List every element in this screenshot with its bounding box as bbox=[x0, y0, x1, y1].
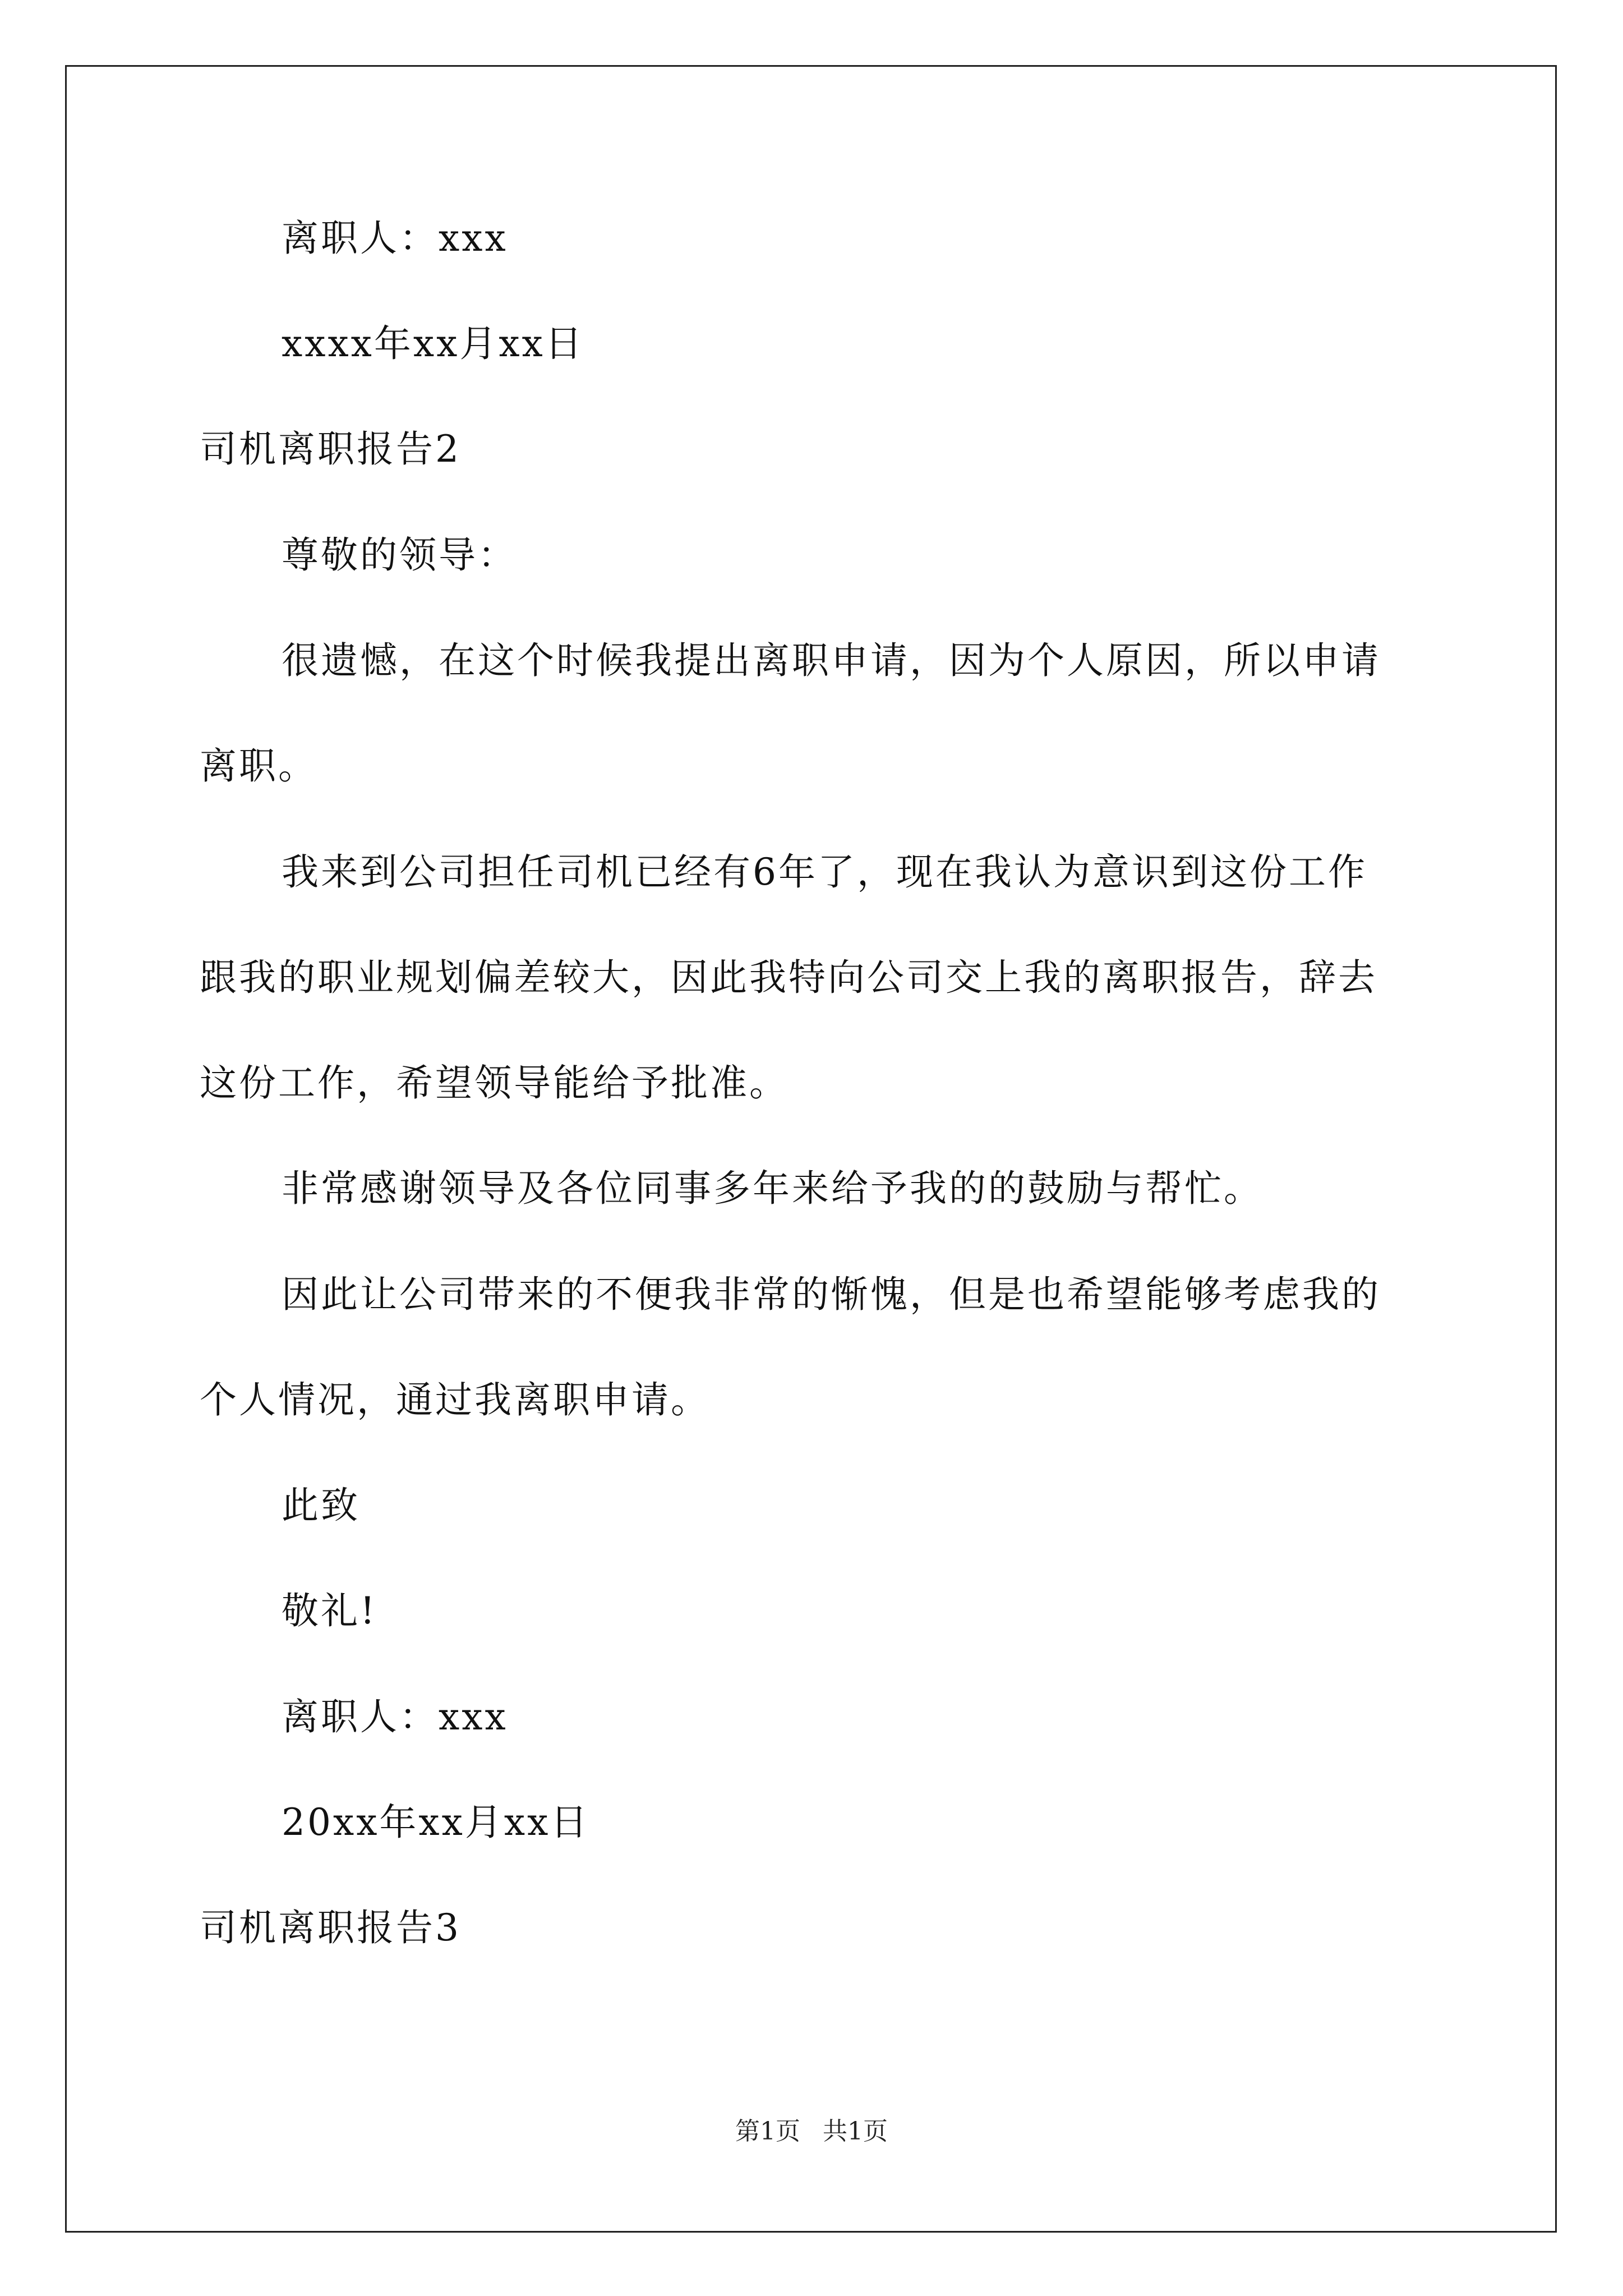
signature-line: 离职人：xxx bbox=[282, 1695, 508, 1738]
page-number: 第1页 bbox=[735, 2117, 800, 2146]
date-line: 20xx年xx月xx日 bbox=[282, 1801, 590, 1844]
section-heading: 司机离职报告2 bbox=[200, 427, 461, 471]
paragraph-line: 因此让公司带来的不便我非常的惭愧，但是也希望能够考虑我的 bbox=[282, 1273, 1381, 1316]
paragraph-line: 我来到公司担任司机已经有6年了，现在我认为意识到这份工作 bbox=[282, 850, 1367, 894]
page-total: 共1页 bbox=[823, 2117, 888, 2146]
paragraph-line: 离职。 bbox=[200, 744, 317, 788]
section-heading: 司机离职报告3 bbox=[200, 1906, 461, 1949]
signature-line: 离职人：xxx bbox=[282, 217, 508, 260]
date-line: xxxx年xx月xx日 bbox=[282, 322, 584, 365]
paragraph-line: 这份工作，希望领导能给予批准。 bbox=[200, 1061, 789, 1105]
paragraph-line: 非常感谢领导及各位同事多年来给予我的的鼓励与帮忙。 bbox=[282, 1167, 1263, 1210]
paragraph-line: 很遗憾，在这个时候我提出离职申请，因为个人原因，所以申请 bbox=[282, 639, 1381, 682]
paragraph-line: 跟我的职业规划偏差较大，因此我特向公司交上我的离职报告，辞去 bbox=[200, 956, 1377, 999]
closing-line: 敬礼! bbox=[282, 1589, 377, 1632]
paragraph-line: 个人情况，通过我离职申请。 bbox=[200, 1378, 710, 1421]
closing-line: 此致 bbox=[282, 1484, 360, 1527]
salutation: 尊敬的领导： bbox=[282, 533, 517, 577]
page-footer bbox=[0, 2115, 1623, 2148]
